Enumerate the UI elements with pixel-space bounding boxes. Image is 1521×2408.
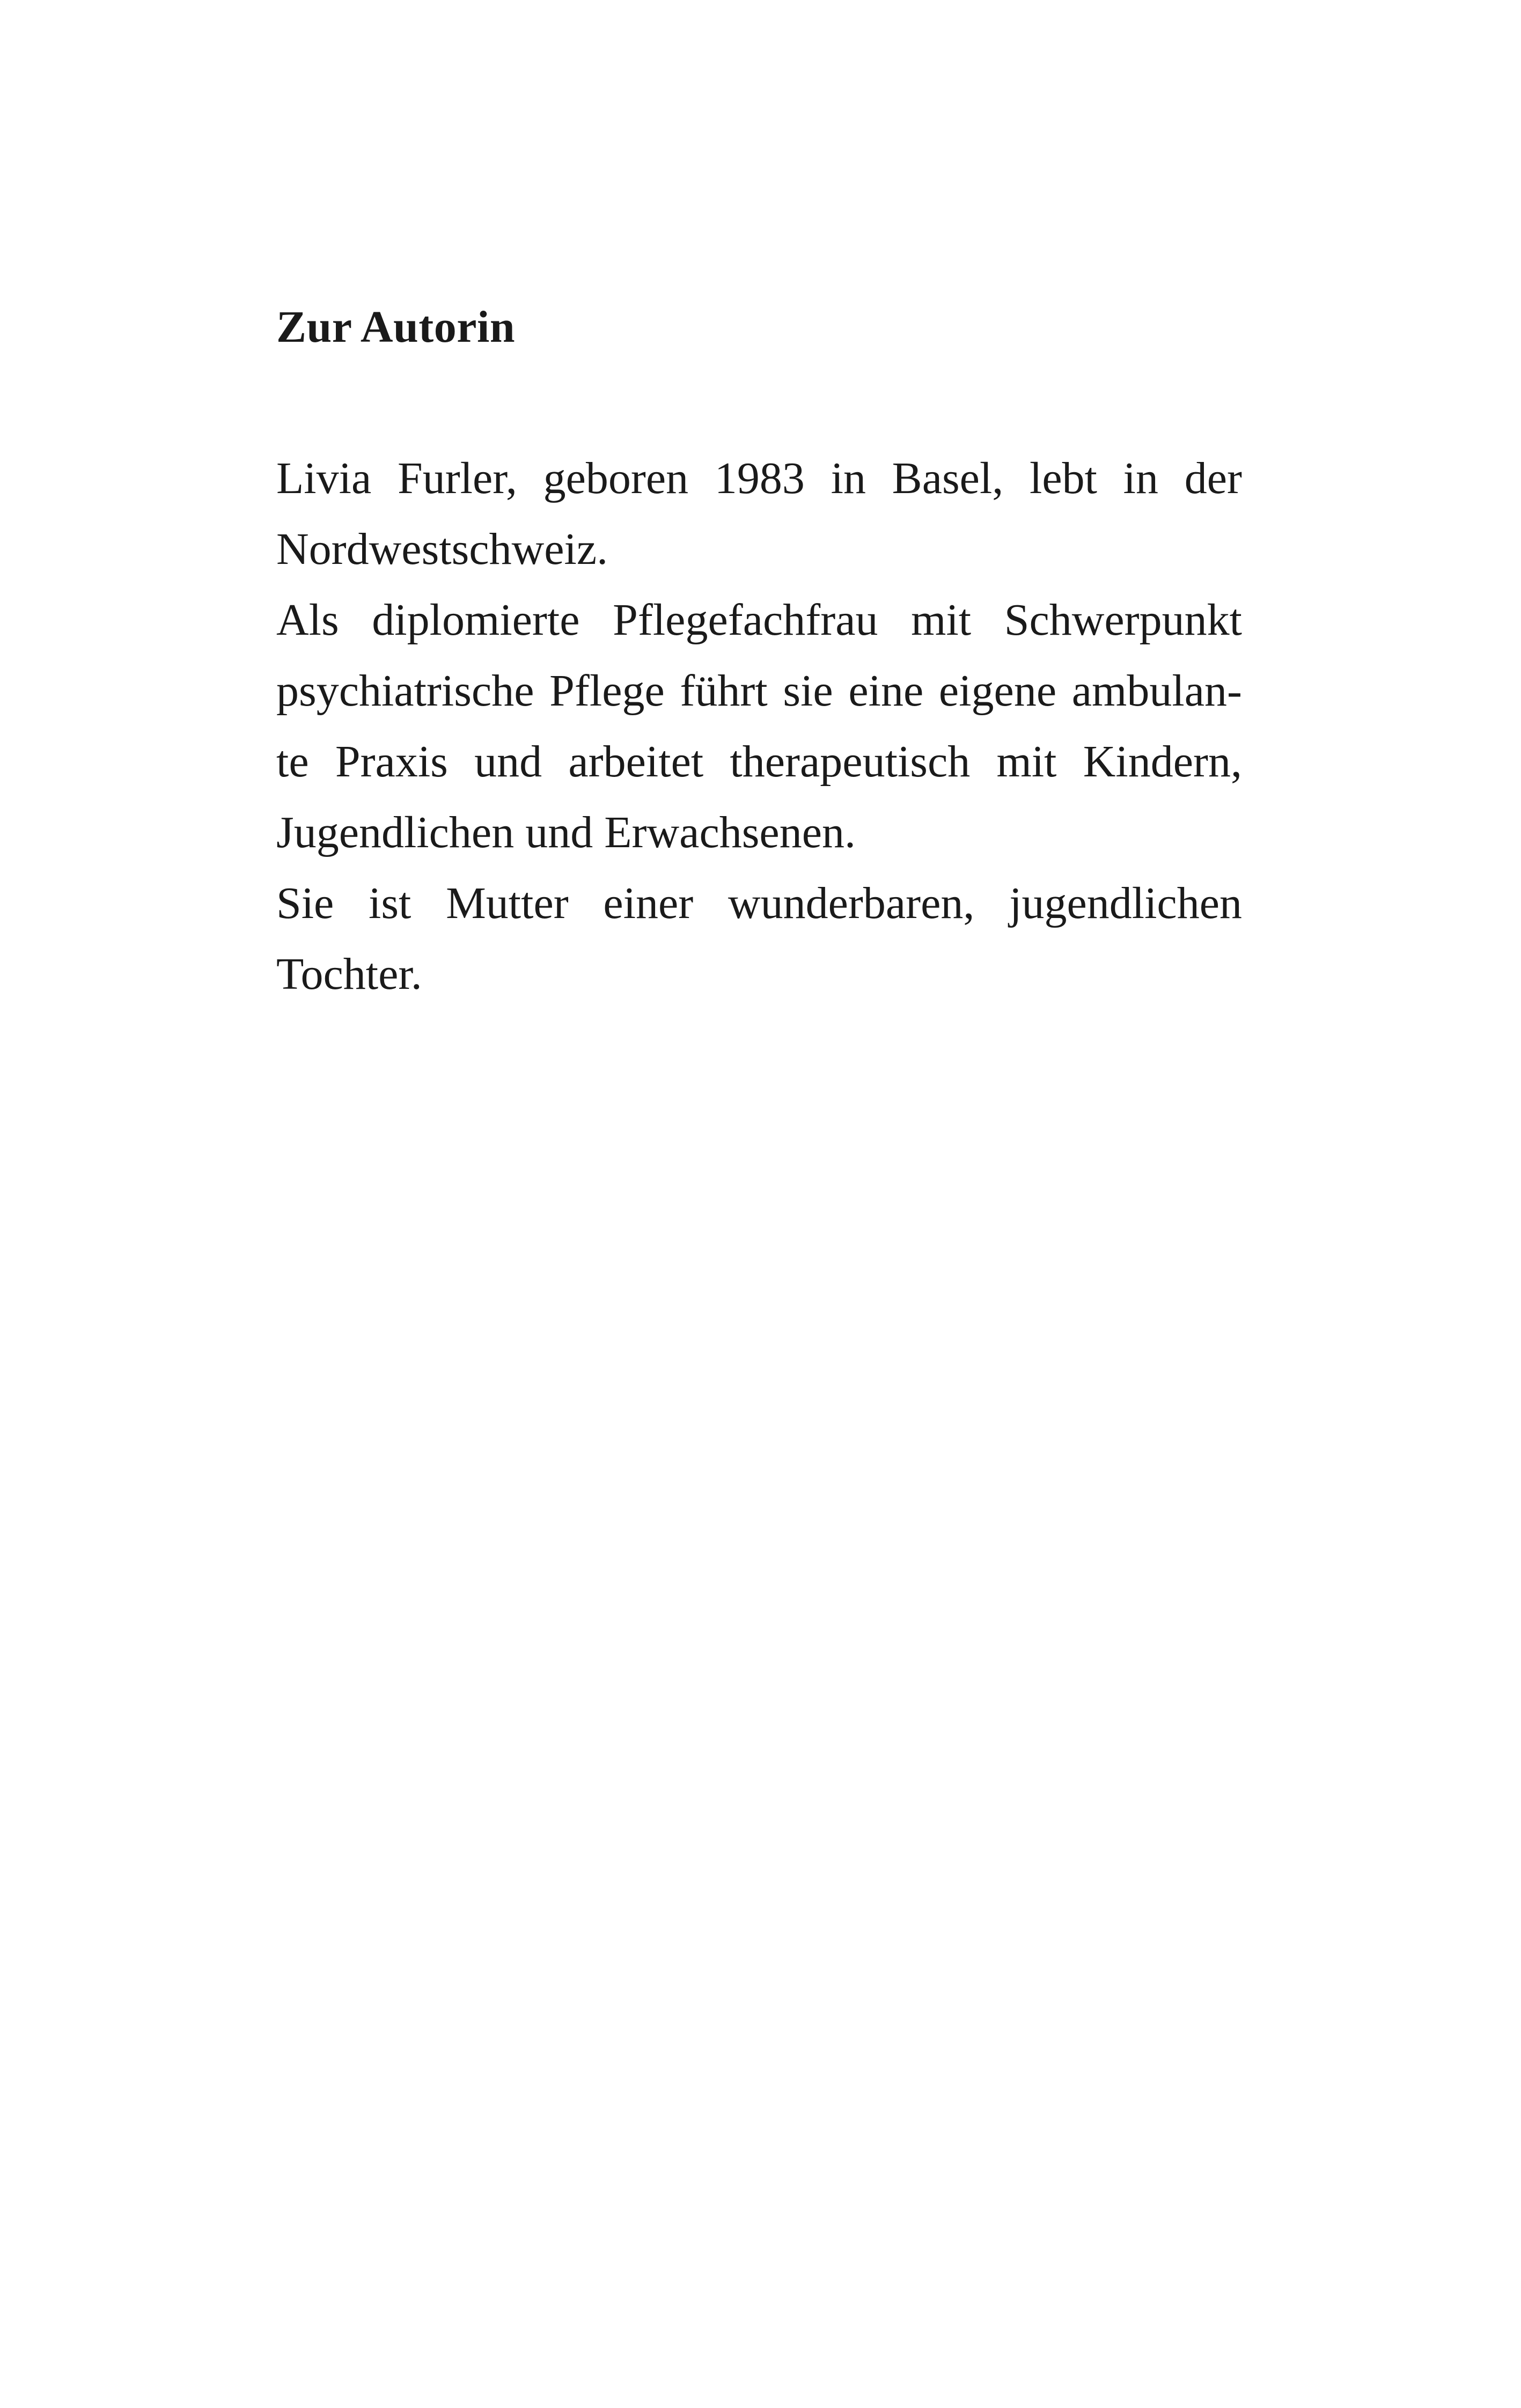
bio-line: Livia Furler, geboren 1983 in Basel, lebt in der [276, 453, 1242, 503]
author-bio-page [276, 300, 1242, 1010]
bio-paragraph-origin [276, 443, 1242, 585]
bio-line: psychiatrische Pflege führt sie eine eigene ambulan- [276, 665, 1242, 716]
bio-line: Jugendlichen und Erwachsenen. [276, 807, 856, 857]
bio-line: te Praxis und arbeitet therapeutisch mit Kindern, [276, 736, 1242, 787]
bio-text [276, 443, 1242, 1010]
bio-line: Nordwestschweiz. [276, 524, 608, 574]
bio-line: Sie ist Mutter einer wunderbaren, jugendlichen [276, 878, 1242, 928]
bio-paragraph-family [276, 868, 1242, 1010]
bio-paragraph-profession [276, 585, 1242, 868]
section-heading: Zur Autorin [276, 302, 516, 352]
bio-line: Tochter. [276, 949, 422, 999]
bio-line: Als diplomierte Pflegefachfrau mit Schwerpunkt [276, 594, 1242, 645]
